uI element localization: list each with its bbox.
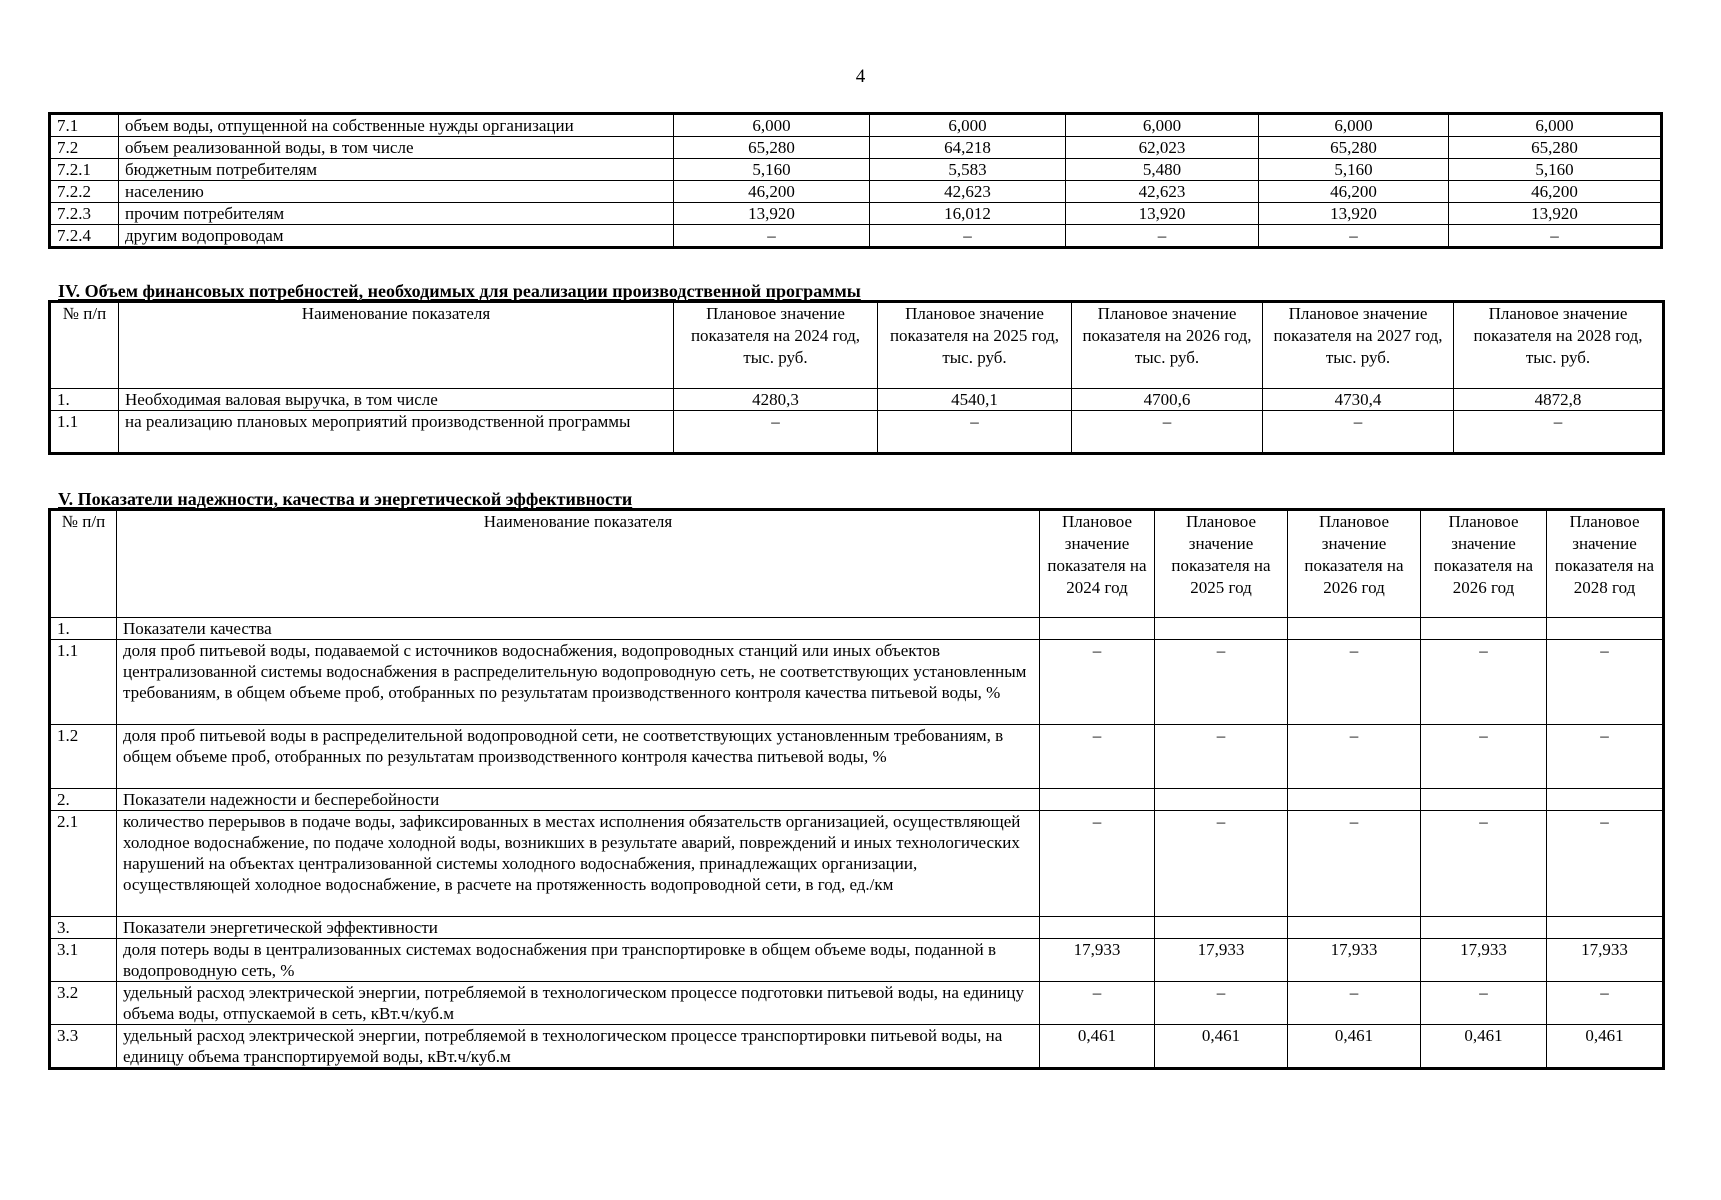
row-value-5: – bbox=[1547, 725, 1663, 789]
row-value-3: 62,023 bbox=[1066, 137, 1259, 159]
row-name: доля проб питьевой воды в распределительной водопроводной сети, не соответствующих установленным требованиям, в общем объеме проб, отобранных по результатам производственного контроля качества питьевой воды, % bbox=[117, 725, 1040, 789]
row-number: 1.2 bbox=[51, 725, 117, 789]
header-col-5: Плановое значение показателя на 2028 год, тыс. руб. bbox=[1454, 303, 1663, 389]
row-value-5 bbox=[1547, 789, 1663, 811]
row-name: Показатели качества bbox=[117, 618, 1040, 640]
row-value-2: 42,623 bbox=[870, 181, 1066, 203]
table-row bbox=[51, 181, 1661, 203]
row-value-1 bbox=[1040, 618, 1155, 640]
header-col-2: Плановое значение показателя на 2025 год, тыс. руб. bbox=[878, 303, 1072, 389]
row-value-1: 65,280 bbox=[674, 137, 870, 159]
header-name: Наименование показателя bbox=[117, 511, 1040, 618]
row-name: на реализацию плановых мероприятий производственной программы bbox=[119, 411, 674, 453]
row-name: Показатели энергетической эффективности bbox=[117, 917, 1040, 939]
row-value-3 bbox=[1288, 618, 1421, 640]
table-row bbox=[51, 811, 1663, 917]
header-col-1: Плановое значение показателя на 2024 год bbox=[1040, 511, 1155, 618]
row-value-5: – bbox=[1547, 982, 1663, 1025]
row-value-1: – bbox=[674, 411, 878, 453]
table-row bbox=[51, 225, 1661, 247]
row-value-2: – bbox=[878, 411, 1072, 453]
row-name: доля потерь воды в централизованных системах водоснабжения при транспортировке в общем объеме воды, поданной в водопроводную сеть, % bbox=[117, 939, 1040, 982]
row-value-4: 5,160 bbox=[1259, 159, 1449, 181]
row-value-2: 17,933 bbox=[1155, 939, 1288, 982]
row-value-3 bbox=[1288, 917, 1421, 939]
row-name: объем реализованной воды, в том числе bbox=[119, 137, 674, 159]
row-name: Необходимая валовая выручка, в том числе bbox=[119, 389, 674, 411]
row-value-3: – bbox=[1066, 225, 1259, 247]
row-value-2: – bbox=[1155, 982, 1288, 1025]
row-value-1 bbox=[1040, 917, 1155, 939]
row-value-3: 5,480 bbox=[1066, 159, 1259, 181]
row-name: количество перерывов в подаче воды, зафиксированных в местах исполнения обязательств организацией, осуществляющей холодное водоснабжение, по подаче холодной воды, возникших в результате аварий, повреждений и иных технологических нарушений на объектах централизованной системы холодного водоснабжения, принадлежащих организации, осуществляющей холодное водоснабжение, в расчете на протяженность водопроводной сети, в год, ед./км bbox=[117, 811, 1040, 917]
row-value-3: – bbox=[1288, 982, 1421, 1025]
row-value-4 bbox=[1421, 789, 1547, 811]
row-value-3: 42,623 bbox=[1066, 181, 1259, 203]
row-value-4: – bbox=[1421, 982, 1547, 1025]
section-4-title: IV. Объем финансовых потребностей, необходимых для реализации производственной программы bbox=[58, 281, 861, 301]
row-value-5: 46,200 bbox=[1449, 181, 1661, 203]
row-value-2: – bbox=[870, 225, 1066, 247]
row-value-1: – bbox=[1040, 725, 1155, 789]
row-value-5: 0,461 bbox=[1547, 1025, 1663, 1068]
row-number: 3. bbox=[51, 917, 117, 939]
row-value-2: 64,218 bbox=[870, 137, 1066, 159]
row-value-4: 17,933 bbox=[1421, 939, 1547, 982]
header-col-2: Плановое значение показателя на 2025 год bbox=[1155, 511, 1288, 618]
header-row bbox=[51, 303, 1663, 389]
row-value-2: 5,583 bbox=[870, 159, 1066, 181]
row-value-1: 6,000 bbox=[674, 115, 870, 137]
row-name: бюджетным потребителям bbox=[119, 159, 674, 181]
header-num: № п/п bbox=[51, 303, 119, 389]
row-value-1: 17,933 bbox=[1040, 939, 1155, 982]
row-name: населению bbox=[119, 181, 674, 203]
row-name: доля проб питьевой воды, подаваемой с источников водоснабжения, водопроводных станций или иных объектов централизованной системы водоснабжения в распределительную водопроводную сеть, не соответствующих установленным требованиям, в общем объеме проб, отобранных по результатам производственного контроля качества питьевой воды, % bbox=[117, 640, 1040, 725]
row-number: 7.2 bbox=[51, 137, 119, 159]
table-row bbox=[51, 411, 1663, 453]
row-number: 7.2.3 bbox=[51, 203, 119, 225]
table-row bbox=[51, 939, 1663, 982]
row-value-5: 17,933 bbox=[1547, 939, 1663, 982]
row-value-5 bbox=[1547, 618, 1663, 640]
row-value-4 bbox=[1421, 917, 1547, 939]
row-value-1 bbox=[1040, 789, 1155, 811]
table-row bbox=[51, 725, 1663, 789]
row-value-1: – bbox=[1040, 982, 1155, 1025]
row-value-4: – bbox=[1263, 411, 1454, 453]
table-row bbox=[51, 789, 1663, 811]
table-row bbox=[51, 917, 1663, 939]
row-value-4: 0,461 bbox=[1421, 1025, 1547, 1068]
row-value-2: 16,012 bbox=[870, 203, 1066, 225]
section-5-title: V. Показатели надежности, качества и энергетической эффективности bbox=[58, 489, 633, 509]
header-col-3: Плановое значение показателя на 2026 год bbox=[1288, 511, 1421, 618]
row-number: 7.2.2 bbox=[51, 181, 119, 203]
table-row bbox=[51, 389, 1663, 411]
table-row bbox=[51, 115, 1661, 137]
row-value-1: 4280,3 bbox=[674, 389, 878, 411]
row-value-2 bbox=[1155, 789, 1288, 811]
header-col-4: Плановое значение показателя на 2026 год bbox=[1421, 511, 1547, 618]
table-row bbox=[51, 1025, 1663, 1068]
row-value-3 bbox=[1288, 789, 1421, 811]
row-value-3: 4700,6 bbox=[1072, 389, 1263, 411]
row-number: 7.2.4 bbox=[51, 225, 119, 247]
row-value-4: – bbox=[1421, 640, 1547, 725]
row-value-2: 4540,1 bbox=[878, 389, 1072, 411]
row-value-3: – bbox=[1288, 725, 1421, 789]
row-value-3: – bbox=[1072, 411, 1263, 453]
row-value-4: 4730,4 bbox=[1263, 389, 1454, 411]
header-col-5: Плановое значение показателя на 2028 год bbox=[1547, 511, 1663, 618]
row-number: 3.1 bbox=[51, 939, 117, 982]
row-value-5: 65,280 bbox=[1449, 137, 1661, 159]
row-name: удельный расход электрической энергии, потребляемой в технологическом процессе транспортировки питьевой воды, на единицу объема транспортируемой воды, кВт.ч/куб.м bbox=[117, 1025, 1040, 1068]
row-value-2 bbox=[1155, 917, 1288, 939]
row-number: 3.3 bbox=[51, 1025, 117, 1068]
row-value-5: 5,160 bbox=[1449, 159, 1661, 181]
header-col-3: Плановое значение показателя на 2026 год, тыс. руб. bbox=[1072, 303, 1263, 389]
row-name: удельный расход электрической энергии, потребляемой в технологическом процессе подготовки питьевой воды, на единицу объема воды, отпускаемой в сеть, кВт.ч/куб.м bbox=[117, 982, 1040, 1025]
row-number: 2.1 bbox=[51, 811, 117, 917]
row-value-5: – bbox=[1449, 225, 1661, 247]
row-number: 7.1 bbox=[51, 115, 119, 137]
row-value-3: – bbox=[1288, 811, 1421, 917]
row-value-3: 6,000 bbox=[1066, 115, 1259, 137]
row-value-5 bbox=[1547, 917, 1663, 939]
row-number: 7.2.1 bbox=[51, 159, 119, 181]
row-value-1: 0,461 bbox=[1040, 1025, 1155, 1068]
row-name: другим водопроводам bbox=[119, 225, 674, 247]
row-value-1: – bbox=[674, 225, 870, 247]
row-name: Показатели надежности и бесперебойности bbox=[117, 789, 1040, 811]
row-value-1: 46,200 bbox=[674, 181, 870, 203]
row-number: 3.2 bbox=[51, 982, 117, 1025]
row-value-4: – bbox=[1259, 225, 1449, 247]
table-row bbox=[51, 982, 1663, 1025]
financial-needs-table bbox=[50, 302, 1663, 453]
row-value-3: 17,933 bbox=[1288, 939, 1421, 982]
table-row bbox=[51, 203, 1661, 225]
row-number: 2. bbox=[51, 789, 117, 811]
page-number: 4 bbox=[855, 66, 866, 87]
header-col-4: Плановое значение показателя на 2027 год, тыс. руб. bbox=[1263, 303, 1454, 389]
row-value-3: 0,461 bbox=[1288, 1025, 1421, 1068]
row-value-2: – bbox=[1155, 725, 1288, 789]
row-value-4: 46,200 bbox=[1259, 181, 1449, 203]
header-name: Наименование показателя bbox=[119, 303, 674, 389]
row-value-2: – bbox=[1155, 811, 1288, 917]
row-value-1: 5,160 bbox=[674, 159, 870, 181]
row-value-5: – bbox=[1547, 811, 1663, 917]
row-value-1: 13,920 bbox=[674, 203, 870, 225]
table-row bbox=[51, 618, 1663, 640]
row-value-2: 0,461 bbox=[1155, 1025, 1288, 1068]
row-value-4: 13,920 bbox=[1259, 203, 1449, 225]
row-value-5: 4872,8 bbox=[1454, 389, 1663, 411]
header-row bbox=[51, 511, 1663, 618]
table-row bbox=[51, 640, 1663, 725]
row-name: прочим потребителям bbox=[119, 203, 674, 225]
row-value-1: – bbox=[1040, 811, 1155, 917]
table-row bbox=[51, 159, 1661, 181]
row-name: объем воды, отпущенной на собственные нужды организации bbox=[119, 115, 674, 137]
row-number: 1.1 bbox=[51, 640, 117, 725]
row-number: 1. bbox=[51, 618, 117, 640]
row-value-3: 13,920 bbox=[1066, 203, 1259, 225]
header-num: № п/п bbox=[51, 511, 117, 618]
header-col-1: Плановое значение показателя на 2024 год, тыс. руб. bbox=[674, 303, 878, 389]
row-value-4: 65,280 bbox=[1259, 137, 1449, 159]
row-value-4: – bbox=[1421, 811, 1547, 917]
row-number: 1.1 bbox=[51, 411, 119, 453]
row-value-4: 6,000 bbox=[1259, 115, 1449, 137]
row-value-2: 6,000 bbox=[870, 115, 1066, 137]
row-value-2 bbox=[1155, 618, 1288, 640]
row-value-5: 13,920 bbox=[1449, 203, 1661, 225]
row-value-4 bbox=[1421, 618, 1547, 640]
row-value-5: 6,000 bbox=[1449, 115, 1661, 137]
row-value-5: – bbox=[1547, 640, 1663, 725]
row-value-3: – bbox=[1288, 640, 1421, 725]
reliability-quality-table bbox=[50, 510, 1663, 1068]
row-value-4: – bbox=[1421, 725, 1547, 789]
row-number: 1. bbox=[51, 389, 119, 411]
row-value-1: – bbox=[1040, 640, 1155, 725]
table-row bbox=[51, 137, 1661, 159]
water-volume-table bbox=[50, 114, 1661, 247]
row-value-5: – bbox=[1454, 411, 1663, 453]
row-value-2: – bbox=[1155, 640, 1288, 725]
